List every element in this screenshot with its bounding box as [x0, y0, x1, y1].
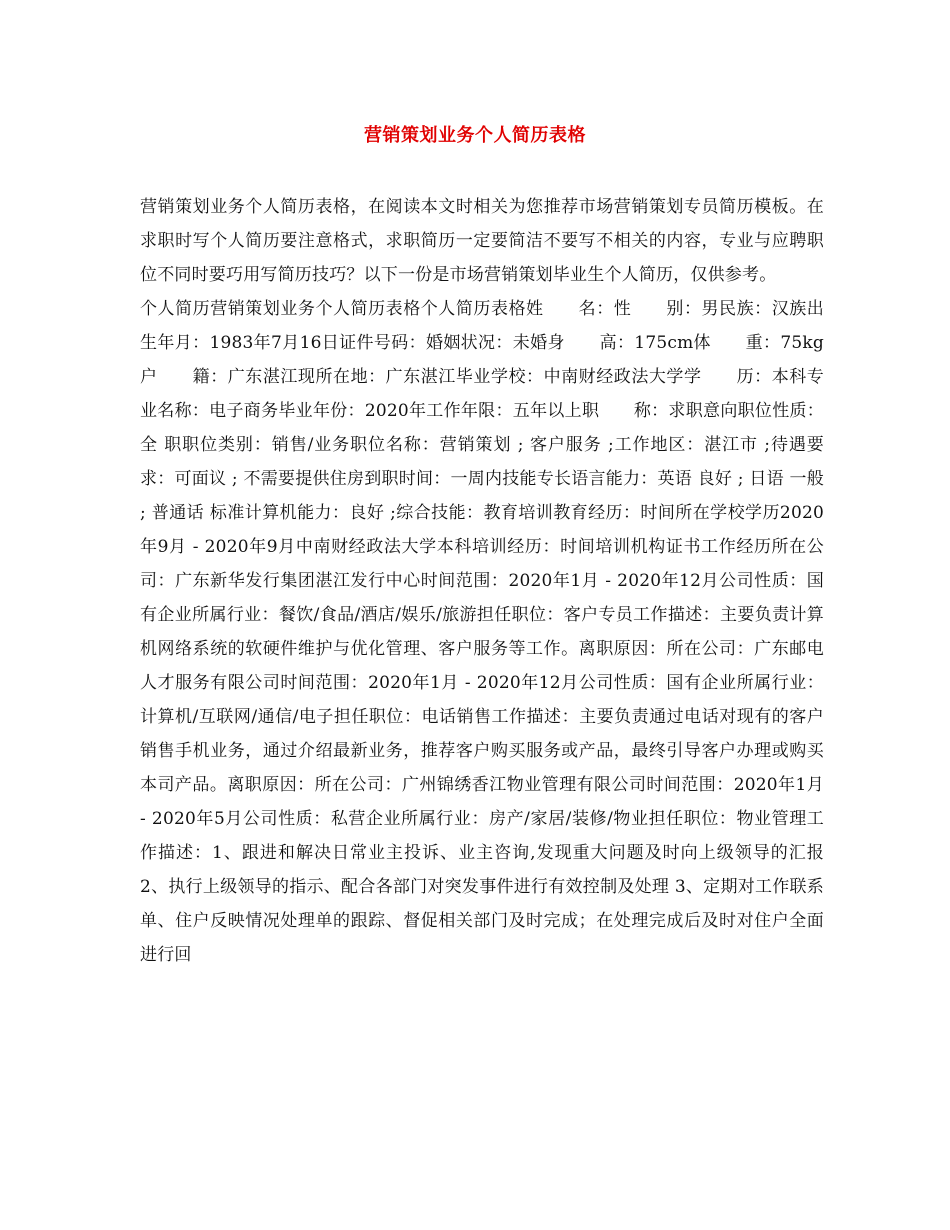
intro-paragraph: 营销策划业务个人简历表格，在阅读本文时相关为您推荐市场营销策划专员简历模板。在求职时写个人简历要注意格式，求职简历一定要简洁不要写不相关的内容，专业与应聘职位不同时要巧用写简历技巧？以下一份是市场营销策划毕业生个人简历，仅供参考。 [140, 197, 824, 285]
document-title: 营销策划业务个人简历表格 [364, 125, 586, 146]
document-body [140, 190, 824, 972]
resume-content-paragraph: 个人简历营销策划业务个人简历表格个人简历表格姓 名：性 别：男民族：汉族出生年月：1983年7月16日证件号码：婚姻状况：未婚身 高：175cm体 重：75kg户 籍：广东湛江现所在地：广东湛江毕业学校：中南财经政法大学学 历：本科专业名称：电子商务毕业年份：2020年工作年限：五年以上职 称：求职意向职位性质：全 职职位类别：销售/业务职位名称：营销策划 ; 客户服务 ;工作地区：湛江市 ;待遇要求：可面议 ; 不需要提供住房到职时间：一周内技能专长语言能力：英语 良好 ; 日语 一般 ; 普通话 标准计算机能力：良好 ;综合技能：教育培训教育经历：时间所在学校学历2020年9月 - 2020年9月中南财经政法大学本科培训经历：时间培训机构证书工作经历所在公司：广东新华发行集团湛江发行中心时间范围：2020年1月 - 2020年12月公司性质：国有企业所属行业：餐饮/食品/酒店/娱乐/旅游担任职位：客户专员工作描述：主要负责计算机网络系统的软硬件维护与优化管理、客户服务等工作。离职原因：所在公司：广东邮电人才服务有限公司时间范围：2020年1月 - 2020年12月公司性质：国有企业所属行业：计算机/互联网/通信/电子担任职位：电话销售工作描述：主要负责通过电话对现有的客户销售手机业务，通过介绍最新业务，推荐客户购买服务或产品，最终引导客户办理或购买本司产品。离职原因：所在公司：广州锦绣香江物业管理有限公司时间范围：2020年1月 - 2020年5月公司性质：私营企业所属行业：房产/家居/装修/物业担任职位：物业管理工作描述：1、跟进和解决日常业主投诉、业主咨询,发现重大问题及时向上级领导的汇报 2、执行上级领导的指示、配合各部门对突发事件进行有效控制及处理 3、定期对工作联系单、住户反映情况处理单的跟踪、督促相关部门及时完成；在处理完成后及时对住户全面进行回 [140, 299, 824, 965]
